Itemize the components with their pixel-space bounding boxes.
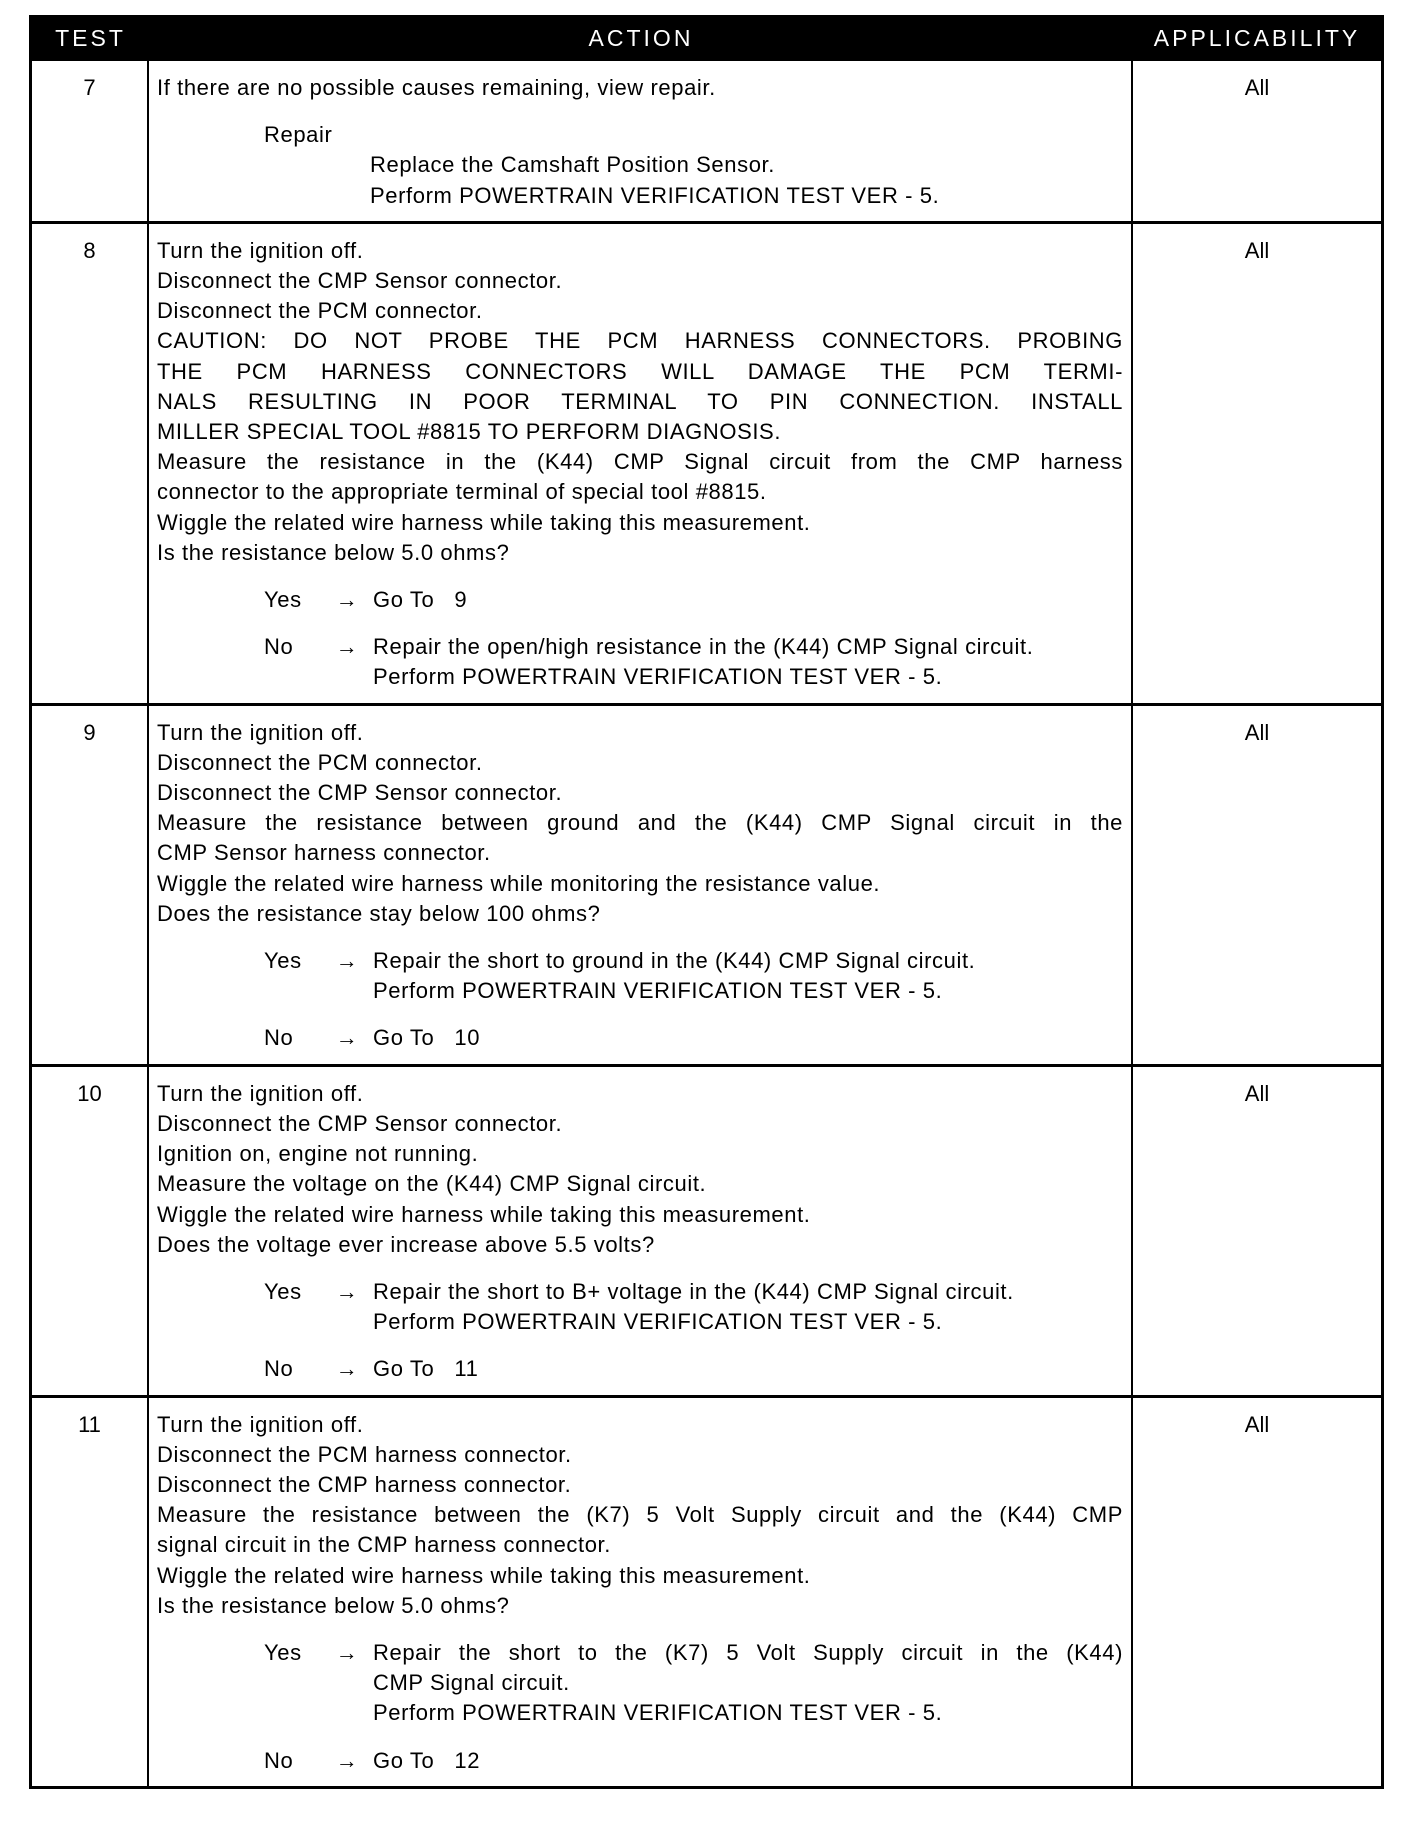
action-line: Disconnect the CMP Sensor connector. — [157, 780, 563, 806]
option-line: Perform POWERTRAIN VERIFICATION TEST VER - 5. — [373, 1309, 943, 1335]
action-line: CMP Sensor harness connector. — [157, 840, 491, 866]
option-yes — [157, 946, 1123, 1006]
action-line: Turn the ignition off. — [157, 237, 364, 263]
arrow-right-icon: → — [335, 1356, 359, 1382]
action-line: Disconnect the CMP harness connector. — [157, 1471, 572, 1497]
test-number: 7 — [32, 61, 149, 221]
option-line: Go To 9 — [373, 587, 468, 613]
repair-line: Perform POWERTRAIN VERIFICATION TEST VER - 5. — [370, 182, 940, 208]
caution-line: CAUTION: DO NOT PROBE THE PCM HARNESS CONNECTORS. PROBING — [157, 328, 1123, 354]
option-line: Repair the short to the (K7) 5 Volt Supply circuit in the (K44) — [373, 1639, 1123, 1665]
action-line: Turn the ignition off. — [157, 1080, 364, 1106]
option-text — [373, 1638, 1123, 1729]
header-action: ACTION — [588, 24, 694, 51]
action-line: Disconnect the CMP Sensor connector. — [157, 1110, 563, 1136]
option-no — [157, 1354, 1123, 1384]
option-no — [157, 1023, 1123, 1053]
action-cell — [149, 224, 1133, 703]
option-label: Yes — [264, 587, 302, 613]
table-row — [32, 1064, 1381, 1395]
test-number: 10 — [32, 1067, 149, 1395]
applicability-value: All — [1244, 1080, 1270, 1106]
option-line: Perform POWERTRAIN VERIFICATION TEST VER - 5. — [373, 978, 943, 1004]
action-line: Wiggle the related wire harness while taking this measurement. — [157, 1562, 811, 1588]
action-line: If there are no possible causes remaining, view repair. — [157, 75, 716, 100]
action-line: signal circuit in the CMP harness connector. — [157, 1532, 611, 1558]
action-line: Measure the voltage on the (K44) CMP Signal circuit. — [157, 1171, 707, 1197]
action-line: Measure the resistance between ground and the (K44) CMP Signal circuit in the — [157, 810, 1123, 836]
option-label: No — [264, 1747, 294, 1773]
action-line: Disconnect the PCM connector. — [157, 749, 483, 775]
option-line: Go To 11 — [373, 1356, 479, 1382]
table-row — [32, 703, 1381, 1064]
option-text — [373, 1023, 1123, 1053]
action-line: Wiggle the related wire harness while monitoring the resistance value. — [157, 870, 881, 896]
option-line: CMP Signal circuit. — [373, 1670, 570, 1696]
action-line: Disconnect the PCM harness connector. — [157, 1441, 572, 1467]
test-number: 9 — [32, 706, 149, 1064]
option-line: Repair the short to ground in the (K44) CMP Signal circuit. — [373, 948, 976, 974]
option-line: Perform POWERTRAIN VERIFICATION TEST VER - 5. — [373, 1700, 943, 1726]
action-line: Is the resistance below 5.0 ohms? — [157, 1592, 510, 1618]
action-line: Ignition on, engine not running. — [157, 1141, 479, 1167]
option-no — [157, 1746, 1123, 1776]
option-line: Repair the short to B+ voltage in the (K44) CMP Signal circuit. — [373, 1278, 1014, 1304]
option-text — [373, 1354, 1123, 1384]
action-line: Wiggle the related wire harness while taking this measurement. — [157, 509, 811, 535]
arrow-right-icon: → — [335, 948, 359, 974]
option-line: Perform POWERTRAIN VERIFICATION TEST VER - 5. — [373, 664, 943, 690]
arrow-right-icon: → — [335, 634, 359, 660]
option-yes — [157, 1638, 1123, 1729]
option-label: Yes — [264, 1278, 302, 1304]
action-line: connector to the appropriate terminal of special tool #8815. — [157, 479, 767, 505]
diagnostic-test-table — [29, 15, 1384, 1789]
header-test: TEST — [55, 24, 126, 51]
action-line: Disconnect the CMP Sensor connector. — [157, 268, 563, 294]
action-line: Disconnect the PCM connector. — [157, 298, 483, 324]
option-text — [373, 632, 1123, 692]
action-cell — [149, 1067, 1133, 1395]
action-line: Measure the resistance in the (K44) CMP Signal circuit from the CMP harness — [157, 449, 1123, 475]
applicability-value: All — [1244, 75, 1270, 100]
action-line: Does the voltage ever increase above 5.5 volts? — [157, 1231, 655, 1257]
option-text — [373, 946, 1123, 1006]
option-yes — [157, 1277, 1123, 1337]
repair-line: Replace the Camshaft Position Sensor. — [370, 152, 775, 178]
header-applicability: APPLICABILITY — [1153, 24, 1361, 51]
option-label: No — [264, 1025, 294, 1051]
caution-line: NALS RESULTING IN POOR TERMINAL TO PIN CONNECTION. INSTALL — [157, 388, 1123, 414]
option-label: Yes — [264, 948, 302, 974]
test-number: 11 — [32, 1398, 149, 1786]
caution-line: MILLER SPECIAL TOOL #8815 TO PERFORM DIAGNOSIS. — [157, 419, 782, 445]
applicability-value: All — [1244, 1411, 1270, 1437]
arrow-right-icon: → — [335, 587, 359, 613]
option-yes — [157, 585, 1123, 615]
table-row — [32, 221, 1381, 703]
option-label: No — [264, 634, 294, 660]
action-cell — [149, 61, 1133, 221]
option-label: Yes — [264, 1639, 302, 1665]
option-label: No — [264, 1356, 294, 1382]
action-line: Is the resistance below 5.0 ohms? — [157, 539, 510, 565]
action-line: Wiggle the related wire harness while taking this measurement. — [157, 1201, 811, 1227]
table-row — [32, 1395, 1381, 1786]
arrow-right-icon: → — [335, 1639, 359, 1665]
option-text — [373, 585, 1123, 615]
option-line: Go To 12 — [373, 1747, 481, 1773]
option-text — [373, 1277, 1123, 1337]
arrow-right-icon: → — [335, 1025, 359, 1051]
applicability-value: All — [1244, 237, 1270, 263]
action-line: Turn the ignition off. — [157, 719, 364, 745]
arrow-right-icon: → — [335, 1747, 359, 1773]
action-cell — [149, 706, 1133, 1064]
applicability-value: All — [1244, 719, 1270, 745]
table-header — [32, 18, 1381, 58]
test-number: 8 — [32, 224, 149, 703]
arrow-right-icon: → — [335, 1278, 359, 1304]
repair-label: Repair — [264, 122, 333, 148]
action-line: Does the resistance stay below 100 ohms? — [157, 900, 601, 926]
option-line: Go To 10 — [373, 1025, 481, 1051]
option-text — [373, 1746, 1123, 1776]
option-no — [157, 632, 1123, 692]
action-cell — [149, 1398, 1133, 1786]
table-row — [32, 58, 1381, 221]
action-line: Turn the ignition off. — [157, 1411, 364, 1437]
caution-line: THE PCM HARNESS CONNECTORS WILL DAMAGE THE PCM TERMI- — [157, 358, 1123, 384]
action-line: Measure the resistance between the (K7) 5 Volt Supply circuit and the (K44) CMP — [157, 1502, 1123, 1528]
option-line: Repair the open/high resistance in the (K44) CMP Signal circuit. — [373, 634, 1034, 660]
